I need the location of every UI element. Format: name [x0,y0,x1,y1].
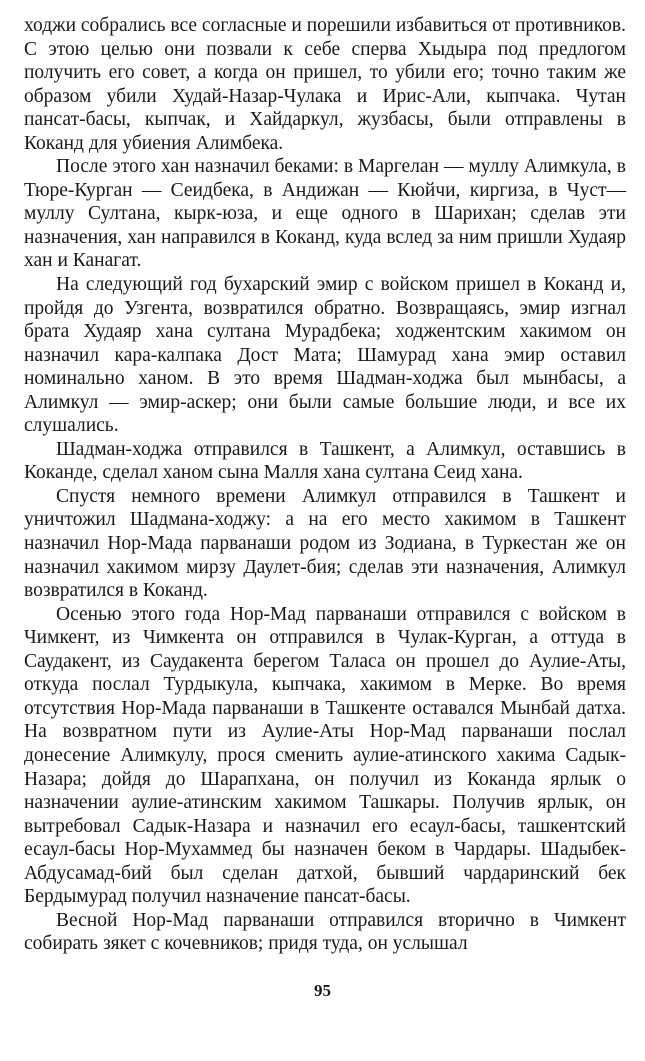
paragraph-1: ходжи собрались все согласные и порешили избавиться от противников. С этою целью они позвали к себе сперва Хыдыра под предлогом получить его совет, а когда он пришел, то убили его; точно таким же образом убили Худай-Назар-Чулака и Ирис-Али, кыпчака. Чутан пансат-басы, кыпчак, и Хайдаркул, жузбасы, были отправлены в Коканд для убиения Алимбека. [24,15,627,154]
page-number: 95 [314,981,331,1000]
paragraph-7: Весной Нор-Мад парванаши отправился вторично в Чимкент собирать зякет с кочевников; придя туда, он услышал [24,909,626,955]
page-text [24,14,626,956]
paragraph-5: Спустя немного времени Алимкул отправился в Ташкент и уничтожил Шадмана-ходжу: а на его место хакимом в Ташкент назначил Нор-Мада парванаши родом из Зодиана, в Туркестан же он назначил хакимом мирзу Даулет-бия; сделав эти назначения, Алимкул возвратился в Коканд. [24,485,626,602]
paragraph-3: На следующий год бухарский эмир с войском пришел в Коканд и, пройдя до Узгента, возвратился обратно. Возвращаясь, эмир изгнал брата Худаяр хана султана Мурадбека; ходжентским хакимом он назначил кара-калпака Дост Мата; Шамурад хана эмир оставил номинально ханом. В это время Шадман-ходжа был мынбасы, а Алимкул — эмир-аскер; они были самые большие люди, и все их слушались. [24,274,626,437]
paragraph-4: Шадман-ходжа отправился в Ташкент, а Алимкул, оставшись в Коканде, сделал ханом сына Малля хана султана Сеид хана. [24,438,626,484]
paragraph-6: Осенью этого года Нор-Мад парванаши отправился с войском в Чимкент, из Чимкента он отправился в Чулак-Курган, а оттуда в Саудакент, из Саудакента берегом Таласа он прошел до Аулие-Аты, откуда послал Турдыкула, кыпчака, хакимом в Мерке. Во время отсутствия Нор-Мада парванаши в Ташкенте оставался Мынбай датха. На возвратном пути из Аулие-Аты Нор-Мад парванаши послал донесение Алимкулу, прося сменить аулие-атинского хакима Садык-Назара; дойдя до Шарапхана, он получил из Коканда ярлык о назначении аулие-атинским хакимом Ташкары. Получив ярлык, он вытребовал Садык-Назара и назначил его есаул-басы, ташкентский есаул-басы Нор-Мухаммед бы назначен беком в Чардары. Шадыбек-Абдусамад-бий был сделан датхой, бывший чардаринский бек Бердымурад получил назначение пансат-басы. [24,603,626,908]
paragraph-2: После этого хан назначил беками: в Маргелан — муллу Алимкула, в Тюре-Курган — Сеидбека, в Андижан — Кюйчи, киргиза, в Чуст—муллу Султана, кырк-юза, и еще одного в Шарихан; сделав эти назначения, хан направился в Коканд, куда вслед за ним пришли Худаяр хан и Канагат. [24,156,626,272]
